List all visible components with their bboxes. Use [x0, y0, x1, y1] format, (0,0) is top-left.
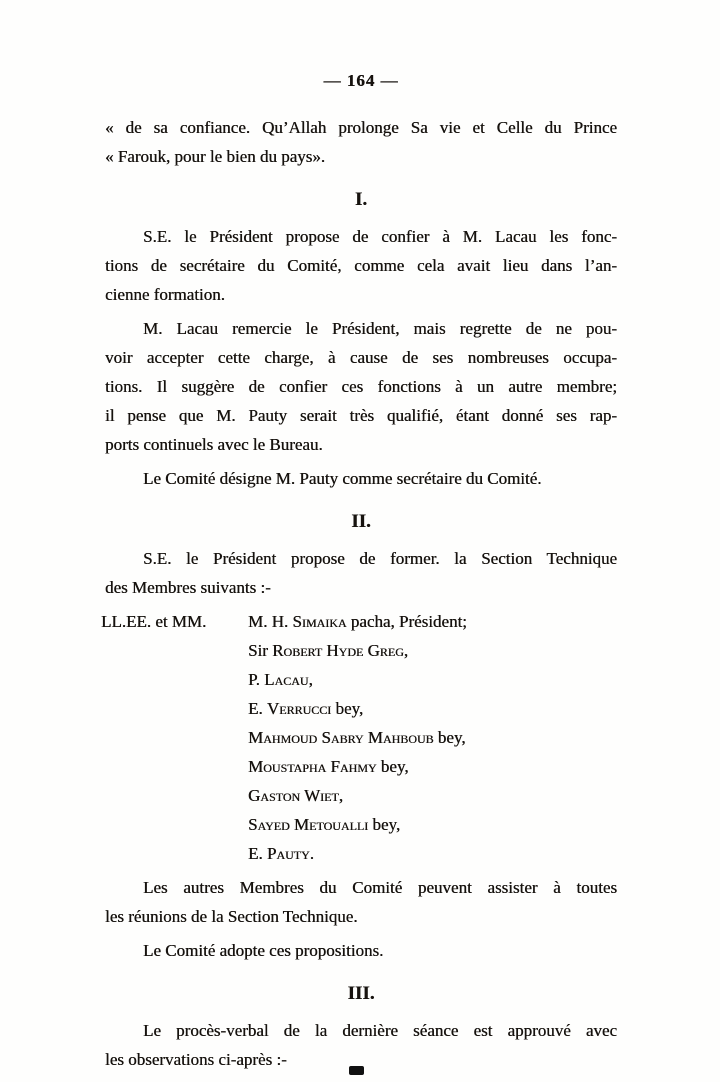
member-line: [101, 607, 617, 636]
section-1-paragraph-3: [105, 464, 617, 493]
member-line: [105, 665, 617, 694]
text-line: cienne formation.: [105, 285, 225, 304]
member-name: E. Verrucci bey,: [248, 699, 364, 718]
text-line: il pense que M. Pauty serait très qualifié, étant donné ses rap-: [105, 406, 617, 425]
opening-quote: [105, 113, 617, 171]
text-line: « Farouk, pour le bien du pays».: [105, 147, 326, 166]
text-line: voir accepter cette charge, à cause de ses nombreuses occupa-: [105, 348, 617, 367]
member-name: Sayed Metoualli bey,: [248, 815, 401, 834]
member-line: [105, 636, 617, 665]
text-line: Le Comité désigne M. Pauty comme secrétaire du Comité.: [143, 469, 542, 488]
members-label: LL.EE. et MM.: [101, 612, 207, 631]
member-name: M. H. Simaika pacha, Président;: [248, 612, 467, 631]
section-1-paragraph-2: [105, 314, 617, 459]
section-2-intro: [105, 544, 617, 602]
section-3-heading: III.: [347, 983, 375, 1004]
text-line: M. Lacau remercie le Président, mais regrette de ne pou-: [143, 319, 617, 338]
section-2-heading: II.: [351, 511, 371, 532]
member-line: [105, 839, 617, 868]
member-name: Moustapha Fahmy bey,: [248, 757, 409, 776]
member-line: [105, 810, 617, 839]
member-name: Gaston Wiet,: [248, 786, 343, 805]
text-line: des Membres suivants :-: [105, 578, 271, 597]
text-line: Le Comité adopte ces propositions.: [143, 941, 384, 960]
member-line: [105, 781, 617, 810]
member-name: E. Pauty.: [248, 844, 314, 863]
section-2-paragraph-2: [105, 873, 617, 931]
text-line: tions. Il suggère de confier ces fonctions à un autre membre;: [105, 377, 617, 396]
text-line: les réunions de la Section Technique.: [105, 907, 358, 926]
member-line: [105, 694, 617, 723]
text-line: Le procès-verbal de la dernière séance est approuvé avec: [143, 1021, 617, 1040]
text-line: ports continuels avec le Bureau.: [105, 435, 323, 454]
section-1-paragraph-1: [105, 222, 617, 309]
text-line: les observations ci-après :-: [105, 1050, 287, 1069]
member-name: Sir Robert Hyde Greg,: [248, 641, 409, 660]
section-2-paragraph-3: [105, 936, 617, 965]
member-name: P. Lacau,: [248, 670, 313, 689]
members-list: [101, 607, 617, 868]
member-line: [105, 752, 617, 781]
page-number: — 164 —: [323, 71, 399, 90]
text-line: Les autres Membres du Comité peuvent assister à toutes: [143, 878, 617, 897]
section-1-heading: I.: [354, 189, 368, 210]
member-line: [105, 723, 617, 752]
text-line: tions de secrétaire du Comité, comme cela avait lieu dans l’an-: [105, 256, 617, 275]
text-line: « de sa confiance. Qu’Allah prolonge Sa vie et Celle du Prince: [105, 118, 617, 137]
text-line: S.E. le Président propose de former. la Section Technique: [143, 549, 617, 568]
member-name: Mahmoud Sabry Mahboub bey,: [248, 728, 466, 747]
scan-artifact-mark: [349, 1066, 364, 1075]
text-line: S.E. le Président propose de confier à M. Lacau les fonc-: [143, 227, 617, 246]
